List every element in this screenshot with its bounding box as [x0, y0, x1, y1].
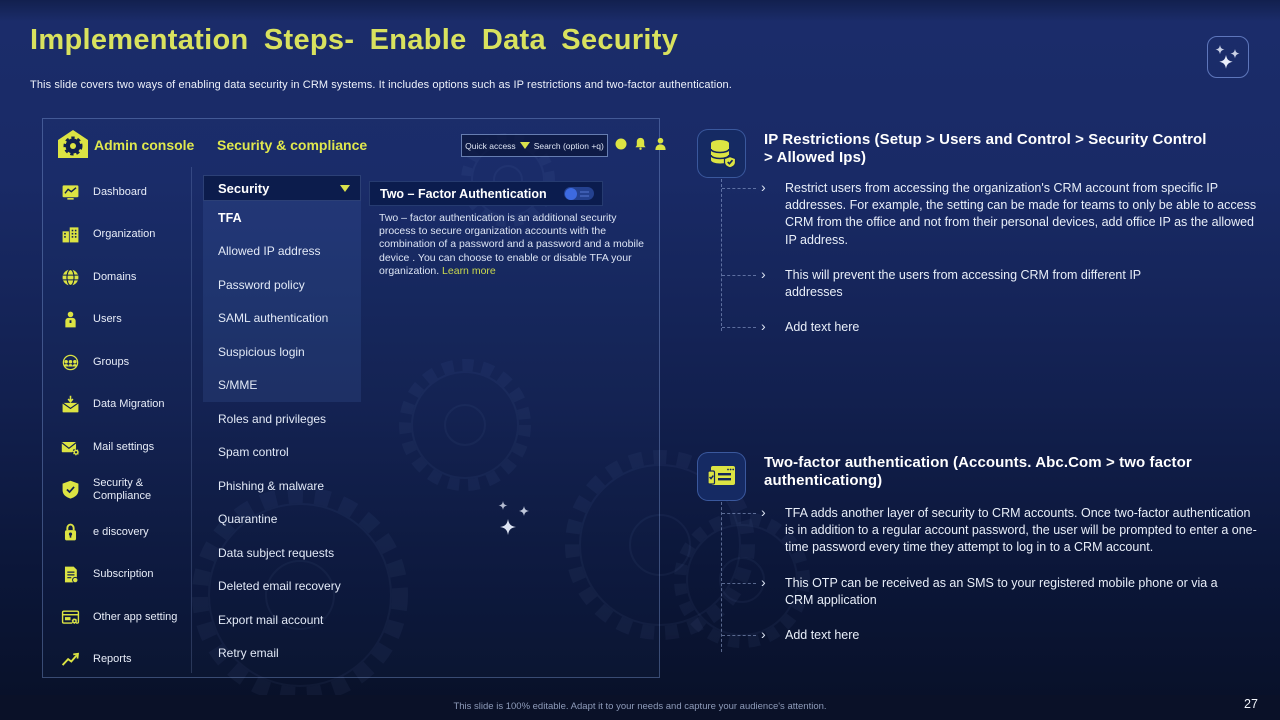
two-factor-section	[695, 448, 1260, 678]
sidebar-item-mail-settings[interactable]	[49, 426, 191, 469]
users-icon	[59, 309, 81, 331]
sidebar-item-domains[interactable]	[49, 256, 191, 299]
mail-settings-icon	[59, 436, 81, 458]
menu-item-roles-privileges[interactable]: Roles and privileges	[218, 411, 327, 426]
bullet-arrow-icon: ›	[761, 265, 766, 282]
security-compliance-icon	[59, 479, 81, 501]
section-heading: Two-factor authentication (Accounts. Abc.Com > two factor authenticationg)	[764, 454, 1192, 489]
security-menu	[203, 175, 361, 670]
footer-bar	[0, 695, 1280, 720]
subscription-icon	[59, 564, 81, 586]
menu-item-export-mail-account[interactable]: Export mail account	[218, 612, 324, 627]
bullet-item: › This will prevent the users from accessing CRM from different IP addresses	[695, 267, 1257, 301]
domains-icon	[59, 266, 81, 288]
sidebar-label: Other app setting	[93, 610, 178, 623]
sidebar-label: Users	[93, 313, 122, 326]
sparkle-decoration	[491, 495, 551, 551]
console-header	[43, 119, 659, 169]
bullet-item: › This OTP can be received as an SMS to your registered mobile phone or via a CRM application	[695, 575, 1257, 609]
security-menu-header[interactable]	[203, 175, 361, 201]
quick-access-search[interactable]	[461, 134, 608, 157]
sidebar-item-users[interactable]	[49, 299, 191, 342]
security-menu-label: Security	[218, 180, 270, 196]
database-shield-icon	[697, 129, 746, 178]
slide-subtitle: This slide covers two ways of enabling data security in CRM systems. It includes options such as IP restrictions and two-factor authentication.	[30, 79, 732, 91]
bullet-arrow-icon: ›	[761, 504, 766, 520]
organization-icon	[59, 224, 81, 246]
menu-item-quarantine[interactable]: Quarantine	[218, 512, 278, 527]
menu-item-tfa[interactable]: TFA	[218, 210, 242, 225]
bullet-arrow-icon: ›	[761, 179, 766, 195]
menu-item-deleted-email-recovery[interactable]: Deleted email recovery	[218, 579, 341, 594]
tfa-title: Two – Factor Authentication	[380, 186, 547, 201]
data-migration-icon	[59, 394, 81, 416]
sidebar-item-data-migration[interactable]	[49, 384, 191, 427]
chevron-down-icon	[520, 142, 530, 149]
sidebar-item-other-app-setting[interactable]	[49, 596, 191, 639]
tfa-panel	[369, 181, 651, 278]
menu-item-phishing-malware[interactable]: Phishing & malware	[218, 478, 325, 493]
status-circle-icon[interactable]	[615, 138, 627, 150]
sidebar-divider	[191, 167, 192, 673]
page-number: 27	[1244, 697, 1258, 711]
sidebar-item-dashboard[interactable]	[49, 171, 191, 214]
bullet-arrow-icon: ›	[761, 318, 766, 335]
menu-item-spam-control[interactable]: Spam control	[218, 445, 289, 460]
tfa-title-bar	[369, 181, 603, 206]
reports-icon	[59, 649, 81, 671]
other-app-setting-icon	[59, 606, 81, 628]
sidebar-label: Mail settings	[93, 440, 155, 453]
sidebar-label: Groups	[93, 355, 130, 368]
bullet-arrow-icon: ›	[761, 626, 766, 643]
bullet-arrow-icon: ›	[761, 573, 766, 590]
menu-item-smme[interactable]: S/MME	[218, 378, 258, 393]
dashboard-icon	[59, 181, 81, 203]
menu-item-saml[interactable]: SAML authentication	[218, 311, 329, 326]
sidebar-label: Data Migration	[93, 398, 165, 411]
sidebar-label: Dashboard	[93, 185, 147, 198]
tfa-toggle[interactable]	[564, 187, 594, 200]
sidebar-item-groups[interactable]	[49, 341, 191, 384]
admin-console-panel	[42, 118, 660, 678]
bullet-item: › Add text here	[695, 319, 1257, 336]
person-icon[interactable]	[654, 137, 667, 150]
quick-access-label[interactable]: Quick access	[465, 140, 516, 151]
groups-icon	[59, 351, 81, 373]
sidebar-item-e-discovery[interactable]	[49, 511, 191, 554]
menu-item-password-policy[interactable]: Password policy	[218, 277, 305, 292]
sidebar-label: Domains	[93, 270, 137, 283]
menu-item-allowed-ip[interactable]: Allowed IP address	[218, 244, 321, 259]
bullet-list	[695, 180, 1260, 354]
slide-title: Implementation Steps- Enable Data Security	[30, 24, 679, 56]
menu-item-suspicious-login[interactable]: Suspicious login	[218, 344, 305, 359]
sidebar-item-subscription[interactable]	[49, 554, 191, 597]
sidebar-item-organization[interactable]	[49, 214, 191, 257]
sidebar-label: Organization	[93, 228, 156, 241]
sidebar-label: Security & Compliance	[93, 477, 152, 502]
tfa-description: Two – factor authentication is an additional security process to secure organization accounts with the combination of a password and a password and a mobile device . You can choose to enable or disable TFA your organization. Learn more	[379, 212, 644, 277]
brand-title: Admin console	[94, 137, 195, 153]
sparkle-logo	[1207, 36, 1249, 78]
bell-icon[interactable]	[634, 137, 647, 150]
section-heading: IP Restrictions (Setup > Users and Control > Security Control > Allowed Ips)	[764, 131, 1207, 166]
sidebar	[49, 171, 191, 681]
e-discovery-icon	[59, 521, 81, 543]
chevron-down-icon	[340, 185, 350, 192]
menu-item-retry-email[interactable]: Retry email	[218, 646, 279, 661]
admin-home-icon[interactable]	[56, 127, 90, 161]
bullet-list	[695, 505, 1260, 662]
sidebar-item-security-compliance[interactable]	[49, 469, 191, 512]
sidebar-label: Reports	[93, 653, 132, 666]
bullet-item: › TFA adds another layer of security to CRM accounts. Once two-factor authentication is in addition to a regular account password, the user will be prompted to enter a one-time password every time they attempt to log in to a CRM account.	[695, 505, 1257, 557]
security-menu-list	[203, 201, 361, 670]
bullet-item: › Restrict users from accessing the organization's CRM account from specific IP addresses. For example, the setting can be made for teams to only be able to access CRM from the office and not from their personal devices, add office IP as the allowed IP address.	[695, 180, 1257, 249]
sidebar-label: Subscription	[93, 568, 154, 581]
footer-text: This slide is 100% editable. Adapt it to your needs and capture your audience's attention.	[453, 701, 827, 712]
search-label[interactable]: Search (option +q)	[533, 140, 604, 151]
browser-check-icon	[697, 452, 746, 501]
sidebar-label: e discovery	[93, 525, 149, 538]
console-section-title: Security & compliance	[217, 137, 368, 153]
ip-restrictions-section	[695, 125, 1260, 355]
sidebar-item-reports[interactable]	[49, 639, 191, 682]
menu-item-data-subject-requests[interactable]: Data subject requests	[218, 545, 335, 560]
learn-more-link[interactable]: Learn more	[442, 264, 496, 277]
bullet-item: › Add text here	[695, 627, 1257, 644]
